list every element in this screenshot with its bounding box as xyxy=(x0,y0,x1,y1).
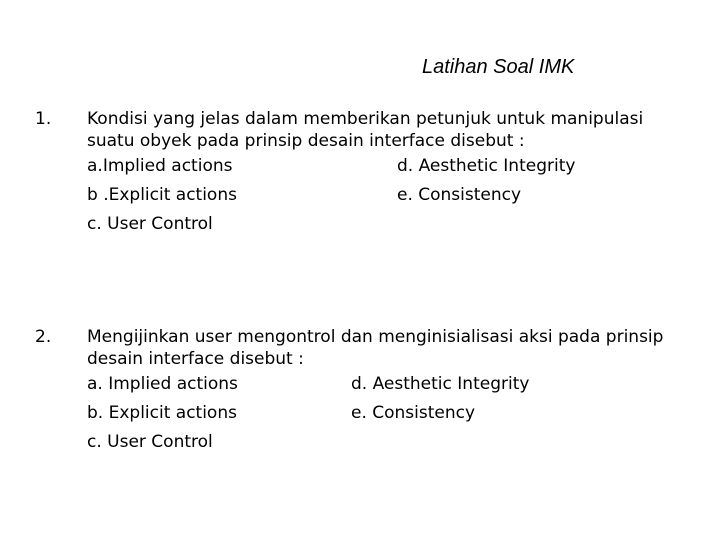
option-row xyxy=(87,181,687,210)
option-b: b .Explicit actions xyxy=(87,185,237,205)
question-number: 2. xyxy=(35,327,52,347)
option-row xyxy=(87,370,687,399)
option-c: c. User Control xyxy=(87,214,213,234)
question-number: 1. xyxy=(35,109,52,129)
option-row xyxy=(87,428,687,457)
question-text: Mengijinkan user mengontrol dan menginisialisasi aksi pada prinsip desain interface disebut : xyxy=(87,327,664,369)
question-text: Kondisi yang jelas dalam memberikan petunjuk untuk manipulasi suatu obyek pada prinsip desain interface disebut : xyxy=(87,109,644,151)
question-body xyxy=(87,108,687,239)
option-c: c. User Control xyxy=(87,432,213,452)
option-row xyxy=(87,152,687,181)
option-d: d. Aesthetic Integrity xyxy=(397,156,576,176)
option-e: e. Consistency xyxy=(351,403,476,423)
option-a: a. Implied actions xyxy=(87,374,238,394)
slide-title: Latihan Soal IMK xyxy=(422,56,575,78)
option-row xyxy=(87,399,687,428)
option-b: b. Explicit actions xyxy=(87,403,237,423)
option-a: a.Implied actions xyxy=(87,156,233,176)
option-e: e. Consistency xyxy=(397,185,522,205)
option-row xyxy=(87,210,687,239)
question-body xyxy=(87,326,687,457)
option-d: d. Aesthetic Integrity xyxy=(351,374,530,394)
